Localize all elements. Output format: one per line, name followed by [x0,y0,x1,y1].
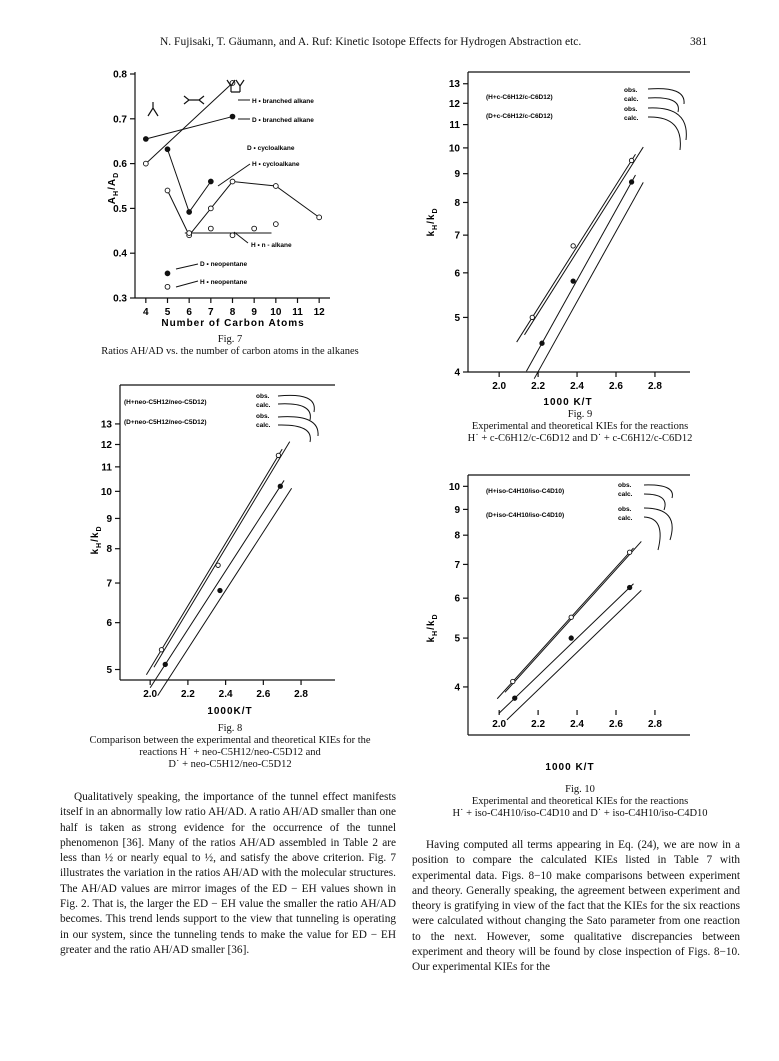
y-tick-label: 11 [449,120,460,132]
fig8-xlabel: 1000K/T [207,706,253,717]
x-tick-label: 2.2 [531,719,546,730]
x-tick-label: 2.8 [647,381,662,392]
x-tick-label: 2.6 [256,689,271,700]
fig7-label-d-cyclo: D • cycloalkane [247,145,295,152]
f10-legend-leader [644,517,660,550]
fig7-caption: Ratios AH/AD vs. the number of carbon atoms in the alkanes [101,346,359,357]
body-text-left [60,790,396,958]
fig7-ylabel: $A_H/A_D$ [107,171,120,205]
y-tick-label: 5 [106,665,112,677]
fig10-caption-block [410,784,750,820]
y-tick-label: 0.5 [113,203,127,215]
f10-data-point [569,615,573,619]
fig8-legend-h: (H+neo-C5H12/neo-C5D12) [124,399,207,406]
y-tick-label: 12 [100,439,112,451]
y-tick-label: 7 [454,559,460,571]
f10-data-point [569,636,573,640]
fig9-legend-d: (D+c-C6H12/c-C6D12) [486,113,553,120]
y-tick-label: 9 [454,504,460,516]
fig9-legend-h: (H+c-C6H12/c-C6D12) [486,94,553,101]
y-tick-label: 13 [448,79,460,91]
fig10-legend-h-calc: calc. [618,491,633,498]
y-tick-label: 8 [454,197,460,209]
y-tick-label: 11 [101,462,112,474]
x-tick-label: 4 [143,307,149,318]
fig10-legend-h: (H+iso-C4H10/iso-C4D10) [486,488,565,495]
fig8-legend-d: (D+neo-C5H12/neo-C5D12) [124,419,207,426]
y-tick-label: 7 [454,230,460,242]
y-tick-label: 6 [106,618,112,630]
x-tick-label: 11 [292,307,303,318]
fig7-label-h-branched: H • branched alkane [252,98,314,105]
y-tick-label: 12 [448,98,460,110]
y-tick-label: 13 [100,419,112,431]
y-tick-label: 9 [106,513,112,525]
f10-data-point [513,696,517,700]
x-tick-label: 12 [313,307,325,318]
fig10-caption-line-2: H˙ + iso-C4H10/iso-C4D10 and D˙ + iso-C4H10/iso-C4D10 [452,808,708,819]
fig8-figure-label: Fig. 8 [217,723,243,734]
body-text-right [412,838,740,976]
f10-obs-line [497,548,633,699]
fig7-label-d-branched: D • branched alkane [252,117,314,124]
y-tick-label: 9 [454,169,460,181]
x-tick-label: 2.6 [609,381,623,392]
fig8-legend-d-obs: obs. [256,413,270,420]
fig9-legend-h-obs: obs. [624,87,638,94]
x-tick-label: 2.0 [492,381,507,392]
x-tick-label: 2.0 [143,689,158,700]
x-tick-label: 5 [164,307,171,318]
x-tick-label: 2.4 [218,689,233,700]
y-tick-label: 4 [454,367,460,379]
x-tick-label: 10 [270,307,282,318]
fig10-legend [486,482,633,522]
paragraph-tunnel-effect: Qualitatively speaking, the importance of the tunnel effect manifests itself in an abnormally low ratio AH/AD. A ratio AH/AD smaller than one half is taken as strong evidence for the occurrence of the tunnel phenomenon [36]. Many of the ratios AH/AD assembled in Table 2 are less than ½ or nearly equal to ½, and satisfy the above criterion. Fig. 7 illustrates the variation in the ratios AH/AD with the molecular structures. The AH/AD values are mirror images of the ED − EH values shown in Fig. 2. That is, the larger the ED − EH value the smaller the ratio AH/AD becomes. This trend lends support to the view that tunneling is operating in our system, since the tunneling tends to make the value for ED − EH greater and the ratio AH/AD smaller [36]. [60,791,396,956]
y-tick-label: 5 [454,633,460,645]
fig10-legend-h-obs: obs. [618,482,632,489]
y-tick-label: 0.6 [113,159,127,171]
x-tick-label: 6 [186,307,192,318]
y-tick-label: 10 [448,481,460,493]
fig8-legend-d-calc: calc. [256,422,271,429]
fig8-caption-line-1: Comparison between the experimental and theoretical KIEs for the [89,735,371,746]
y-tick-label: 6 [454,268,460,280]
fig7-xlabel: Number of Carbon Atoms [161,318,305,329]
fig9-figure-label: Fig. 9 [567,409,593,420]
fig7-label-h-neo: H • neopentane [200,279,248,286]
x-tick-label: 2.4 [570,381,585,392]
fig10-legend-d-calc: calc. [618,515,633,522]
fig7-label-d-neo: D • neopentane [200,261,248,268]
fig8-caption-line-3: D˙ + neo-C5H12/neo-C5D12 [168,759,292,770]
f10-data-point [511,679,515,683]
paragraph-comparison: Having computed all terms appearing in Eq. (24), we are now in a position to compare the calculated KIEs listed in Table 7 with experimental data. Figs. 8−10 make comparisons between experiment and theory. Generally speaking, the agreement between experiment and theory is gratifying in view of the fact that the KIEs for the six reactions were calculated without changing the Sato parameter from one reaction to the next. However, some qualitative discrepancies between experiment and theory will be found by close inspection of Figs. 8−10. Our experimental KIEs for the [412,839,740,974]
y-tick-label: 10 [448,143,460,155]
x-tick-label: 2.2 [531,381,546,392]
y-tick-label: 8 [454,530,460,542]
y-tick-label: 0.8 [113,69,127,81]
fig7-label-h-cyclo: H • cycloalkane [252,161,300,168]
y-tick-label: 7 [106,578,112,590]
y-tick-label: 6 [454,593,460,605]
y-tick-label: 0.4 [113,248,127,260]
fig9-legend-d-obs: obs. [624,106,638,113]
y-tick-label: 0.3 [113,293,127,305]
y-tick-label: 10 [100,486,112,498]
x-tick-label: 9 [251,307,257,318]
y-tick-label: 8 [106,544,112,556]
fig9-xlabel: 1000 K/T [543,397,593,408]
f10-calc-line [507,590,641,719]
y-tick-label: 4 [454,682,460,694]
x-tick-label: 2.8 [647,719,662,730]
fig10-figure-label: Fig. 10 [565,784,595,795]
fig9-ylabel: $k_H/k_D$ [426,207,439,237]
fig8-legend-h-calc: calc. [256,402,271,409]
fig9-caption-line-1: Experimental and theoretical KIEs for the reactions [471,421,689,432]
fig9-caption-line-2: H˙ + c-C6H12/c-C6D12 and D˙ + c-C6H12/c-C6D12 [467,433,693,444]
x-tick-label: 2.4 [570,719,585,730]
f10-data-point [627,585,631,589]
fig10-caption-line-1: Experimental and theoretical KIEs for the reactions [471,796,689,807]
fig9-legend-d-calc: calc. [624,115,639,122]
fig10-lines [497,485,672,720]
header-title: N. Fujisaki, T. Gäumann, and A. Ruf: Kinetic Isotope Effects for Hydrogen Abstraction etc. [160,36,582,48]
x-tick-label: 8 [229,307,236,318]
fig8-caption-line-2: reactions H˙ + neo-C5H12/neo-C5D12 and [139,747,321,758]
x-tick-label: 2.0 [492,719,507,730]
fig8-legend-h-obs: obs. [256,393,270,400]
f10-obs-line [499,584,633,713]
x-tick-label: 2.8 [294,689,309,700]
fig10-ylabel: $k_H/k_D$ [426,613,439,643]
fig7-label-h-n-alkane: H • n - alkane [251,242,292,249]
y-tick-label: 5 [454,312,460,324]
f10-data-point [627,550,631,554]
x-tick-label: 2.2 [180,689,195,700]
page-number: 381 [690,36,708,48]
fig10-legend-d-obs: obs. [618,506,632,513]
fig10-x-ticks [492,710,662,730]
y-tick-label: 0.7 [113,114,127,126]
fig10-legend-d: (D+iso-C4H10/iso-C4D10) [486,512,565,519]
x-tick-label: 7 [208,307,214,318]
x-tick-label: 2.6 [609,719,623,730]
fig9-legend-h-calc: calc. [624,96,639,103]
fig7-figure-label: Fig. 7 [217,334,243,345]
fig8-ylabel: $k_H/k_D$ [90,525,103,555]
fig10-y-ticks [449,482,468,694]
fig10-xlabel: 1000 K/T [545,762,595,773]
